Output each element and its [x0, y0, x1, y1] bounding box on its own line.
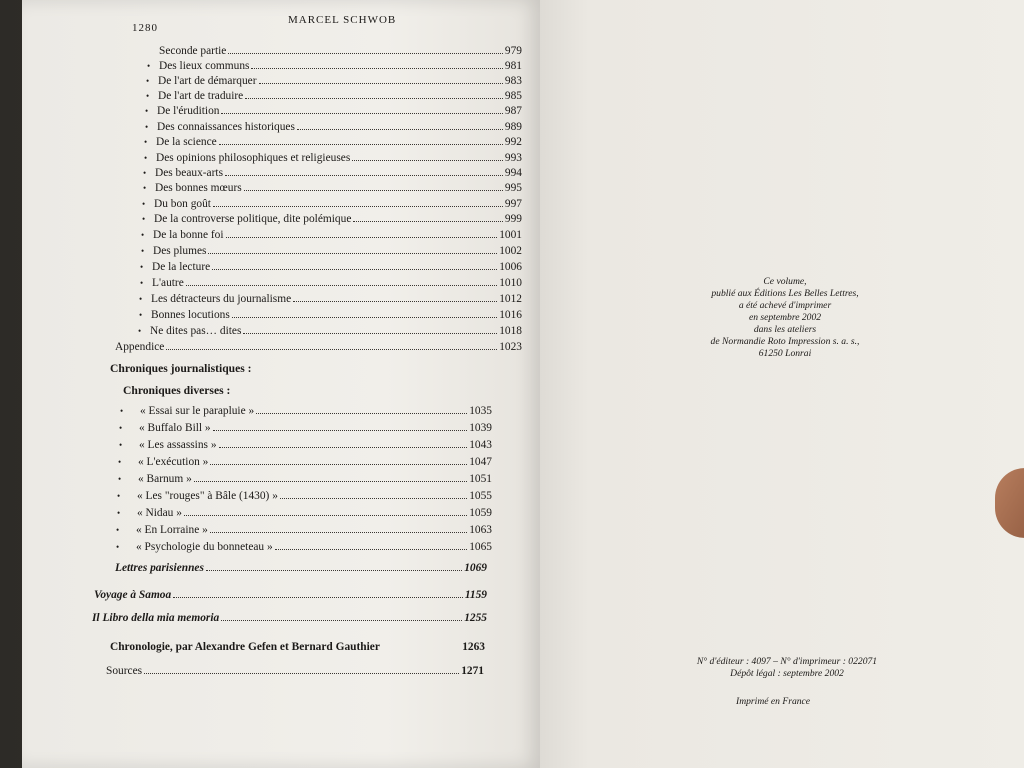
dot-leader	[184, 506, 467, 516]
toc-label: De l'art de démarquer	[158, 75, 257, 87]
toc-page: 992	[504, 136, 522, 148]
toc-page: 989	[504, 121, 522, 133]
bullet: •	[144, 153, 148, 163]
toc-entry	[141, 244, 522, 258]
toc-label: « Essai sur le parapluie »	[140, 405, 255, 417]
toc-page: 993	[504, 152, 522, 164]
toc-entry	[115, 561, 487, 575]
toc-entry	[146, 89, 522, 103]
toc-page: 997	[504, 198, 522, 210]
toc-entry	[139, 308, 522, 322]
toc-label: L'autre	[152, 277, 184, 289]
depot-legal: Dépôt légal : septembre 2002	[730, 668, 844, 679]
toc-label: « L'exécution »	[138, 456, 209, 468]
toc-entry	[118, 455, 492, 469]
toc-page: 1063	[469, 524, 492, 536]
toc-entry	[142, 197, 522, 211]
dot-leader	[173, 588, 463, 598]
toc-label: Sources	[106, 665, 143, 677]
bullet: •	[116, 542, 120, 552]
dot-leader	[382, 641, 460, 650]
toc-page: 1069	[464, 562, 487, 574]
toc-entry	[147, 59, 522, 73]
dot-leader	[297, 120, 503, 130]
dot-leader	[280, 489, 467, 499]
toc-entry	[115, 340, 522, 354]
printed-in: Imprimé en France	[736, 696, 811, 707]
dot-leader	[225, 166, 503, 176]
dot-leader	[275, 540, 468, 550]
toc-label: Du bon goût	[154, 198, 211, 210]
toc-label: Appendice	[115, 341, 165, 353]
toc-page: 1018	[499, 325, 522, 337]
dot-leader	[144, 664, 459, 674]
colophon-line: a été achevé d'imprimer	[738, 300, 832, 311]
toc-entry	[139, 292, 522, 306]
page-number: 1280	[132, 22, 158, 34]
toc-page: 1023	[499, 341, 522, 353]
colophon-line: Ce volume,	[763, 276, 807, 287]
dot-leader	[232, 308, 497, 318]
bullet: •	[141, 230, 145, 240]
section-heading: Chroniques journalistiques :	[110, 362, 252, 375]
toc-label: Des connaissances historiques	[157, 121, 295, 133]
dot-leader	[194, 472, 467, 482]
dot-leader	[352, 151, 503, 161]
toc-page: 1271	[461, 665, 484, 677]
toc-page: 1043	[469, 439, 492, 451]
dot-leader	[186, 276, 497, 286]
toc-page: 999	[504, 213, 522, 225]
bullet: •	[140, 278, 144, 288]
toc-label: Les détracteurs du journalisme	[151, 293, 292, 305]
toc-label: Bonnes locutions	[151, 309, 230, 321]
bullet: •	[139, 310, 143, 320]
dot-leader	[210, 455, 467, 465]
bullet: •	[118, 474, 122, 484]
bullet: •	[142, 214, 146, 224]
dot-leader	[259, 74, 503, 84]
dot-leader	[219, 135, 503, 145]
toc-page: 1006	[499, 261, 522, 273]
colophon-line: de Normandie Roto Impression s. a. s.,	[710, 336, 860, 347]
bullet: •	[117, 508, 121, 518]
dot-leader	[256, 404, 467, 414]
toc-entry	[145, 120, 522, 134]
editor-number: N° d'éditeur : 4097 – N° d'imprimeur : 022071	[696, 656, 878, 667]
dot-leader	[251, 59, 502, 69]
toc-page: 995	[504, 182, 522, 194]
toc-label: De la science	[156, 136, 217, 148]
toc-page: 1255	[464, 612, 487, 624]
bullet: •	[145, 106, 149, 116]
toc-entry	[144, 135, 522, 149]
toc-label: De la bonne foi	[153, 229, 224, 241]
bullet: •	[146, 76, 150, 86]
toc-page: 979	[504, 45, 522, 57]
toc-entry	[143, 181, 522, 195]
toc-label: « Buffalo Bill »	[139, 422, 211, 434]
toc-label: Des beaux-arts	[155, 167, 223, 179]
bullet: •	[144, 137, 148, 147]
toc-page: 1263	[462, 641, 485, 653]
bullet: •	[146, 91, 150, 101]
colophon-line: en septembre 2002	[748, 312, 822, 323]
dot-leader	[219, 438, 468, 448]
bullet: •	[118, 457, 122, 467]
dot-leader	[353, 212, 503, 222]
toc-label: « Les "rouges" à Bâle (1430) »	[137, 490, 278, 502]
toc-label: Des lieux communs	[159, 60, 250, 72]
toc-label: De l'art de traduire	[158, 90, 244, 102]
toc-page: 1016	[499, 309, 522, 321]
bullet: •	[119, 440, 123, 450]
publisher-info	[672, 656, 902, 680]
dot-leader	[243, 324, 497, 334]
dot-leader	[221, 104, 502, 114]
subsection-heading: Chroniques diverses :	[123, 384, 231, 397]
toc-page: 1065	[469, 541, 492, 553]
toc-entry	[119, 421, 492, 435]
bullet: •	[142, 199, 146, 209]
dot-leader	[226, 228, 498, 238]
toc-page: 1039	[469, 422, 492, 434]
toc-entry	[147, 44, 522, 58]
toc-entry	[138, 324, 522, 338]
toc-page: 1010	[499, 277, 522, 289]
toc-entry	[118, 472, 492, 486]
colophon-line: 61250 Lonrai	[758, 348, 812, 359]
toc-entry	[146, 74, 522, 88]
toc-page: 983	[504, 75, 522, 87]
toc-entry	[92, 611, 487, 625]
toc-page: 1035	[469, 405, 492, 417]
bullet: •	[143, 183, 147, 193]
toc-page: 1051	[469, 473, 492, 485]
toc-entry	[141, 228, 522, 242]
running-head: MARCEL SCHWOB	[288, 14, 397, 26]
bullet: •	[147, 61, 151, 71]
bullet: •	[116, 525, 120, 535]
toc-label: « Barnum »	[138, 473, 192, 485]
dot-leader	[166, 340, 497, 350]
colophon-line: publié aux Éditions Les Belles Lettres,	[711, 288, 859, 299]
toc-entry	[140, 276, 522, 290]
toc-page: 994	[504, 167, 522, 179]
toc-label: « En Lorraine »	[136, 524, 208, 536]
bullet: •	[141, 246, 145, 256]
bullet: •	[117, 491, 121, 501]
toc-entry	[106, 664, 484, 678]
toc-entry	[145, 104, 522, 118]
toc-label: « Psychologie du bonneteau »	[136, 541, 273, 553]
toc-label: Voyage à Samoa	[94, 589, 172, 601]
toc-page: 1002	[499, 245, 522, 257]
toc-label: Des opinions philosophiques et religieuses	[156, 152, 351, 164]
bullet: •	[139, 294, 143, 304]
toc-page: 1012	[499, 293, 522, 305]
toc-page: 1055	[469, 490, 492, 502]
toc-entry	[117, 489, 492, 503]
left-page	[22, 0, 542, 768]
toc-label: Des plumes	[153, 245, 207, 257]
dot-leader	[212, 260, 497, 270]
toc-label: Il Libro della mia memoria	[92, 612, 220, 624]
toc-entry	[140, 260, 522, 274]
toc-entry	[120, 404, 492, 418]
toc-page: 1059	[469, 507, 492, 519]
toc-label: Des bonnes mœurs	[155, 182, 242, 194]
dot-leader	[221, 611, 462, 621]
toc-page: 985	[504, 90, 522, 102]
dot-leader	[213, 421, 468, 431]
toc-label: Chronologie, par Alexandre Gefen et Bernard Gauthier	[110, 641, 380, 653]
bullet: •	[138, 326, 142, 336]
toc-entry	[116, 523, 492, 537]
toc-label: De la controverse politique, dite polémique	[154, 213, 352, 225]
toc-label: Lettres parisiennes	[115, 562, 204, 574]
toc-page: 1001	[499, 229, 522, 241]
dot-leader	[245, 89, 503, 99]
toc-label: « Nidau »	[137, 507, 182, 519]
toc-page: 1047	[469, 456, 492, 468]
bullet: •	[120, 406, 124, 416]
bullet: •	[119, 423, 123, 433]
toc-label: De la lecture	[152, 261, 211, 273]
dot-leader	[208, 244, 497, 254]
right-page	[540, 0, 1024, 768]
toc-entry	[94, 588, 487, 602]
toc-entry	[110, 640, 485, 654]
colophon	[690, 276, 880, 360]
dot-leader	[228, 44, 503, 54]
toc-entry	[116, 540, 492, 554]
toc-page: 1159	[464, 589, 487, 601]
dot-leader	[210, 523, 467, 533]
dot-leader	[213, 197, 503, 207]
dot-leader	[293, 292, 497, 302]
toc-entry	[142, 212, 522, 226]
toc-label: De l'érudition	[157, 105, 220, 117]
toc-label: « Les assassins »	[139, 439, 217, 451]
toc-entry	[144, 151, 522, 165]
bullet: •	[143, 168, 147, 178]
toc-entry	[119, 438, 492, 452]
bullet: •	[145, 122, 149, 132]
bullet: •	[140, 262, 144, 272]
toc-page: 981	[504, 60, 522, 72]
toc-label: Seconde partie	[159, 45, 227, 57]
toc-entry	[117, 506, 492, 520]
colophon-line: dans les ateliers	[753, 324, 817, 335]
dot-leader	[206, 561, 462, 571]
dot-leader	[244, 181, 503, 191]
toc-page: 987	[504, 105, 522, 117]
toc-entry	[143, 166, 522, 180]
toc-label: Ne dites pas… dites	[150, 325, 242, 337]
